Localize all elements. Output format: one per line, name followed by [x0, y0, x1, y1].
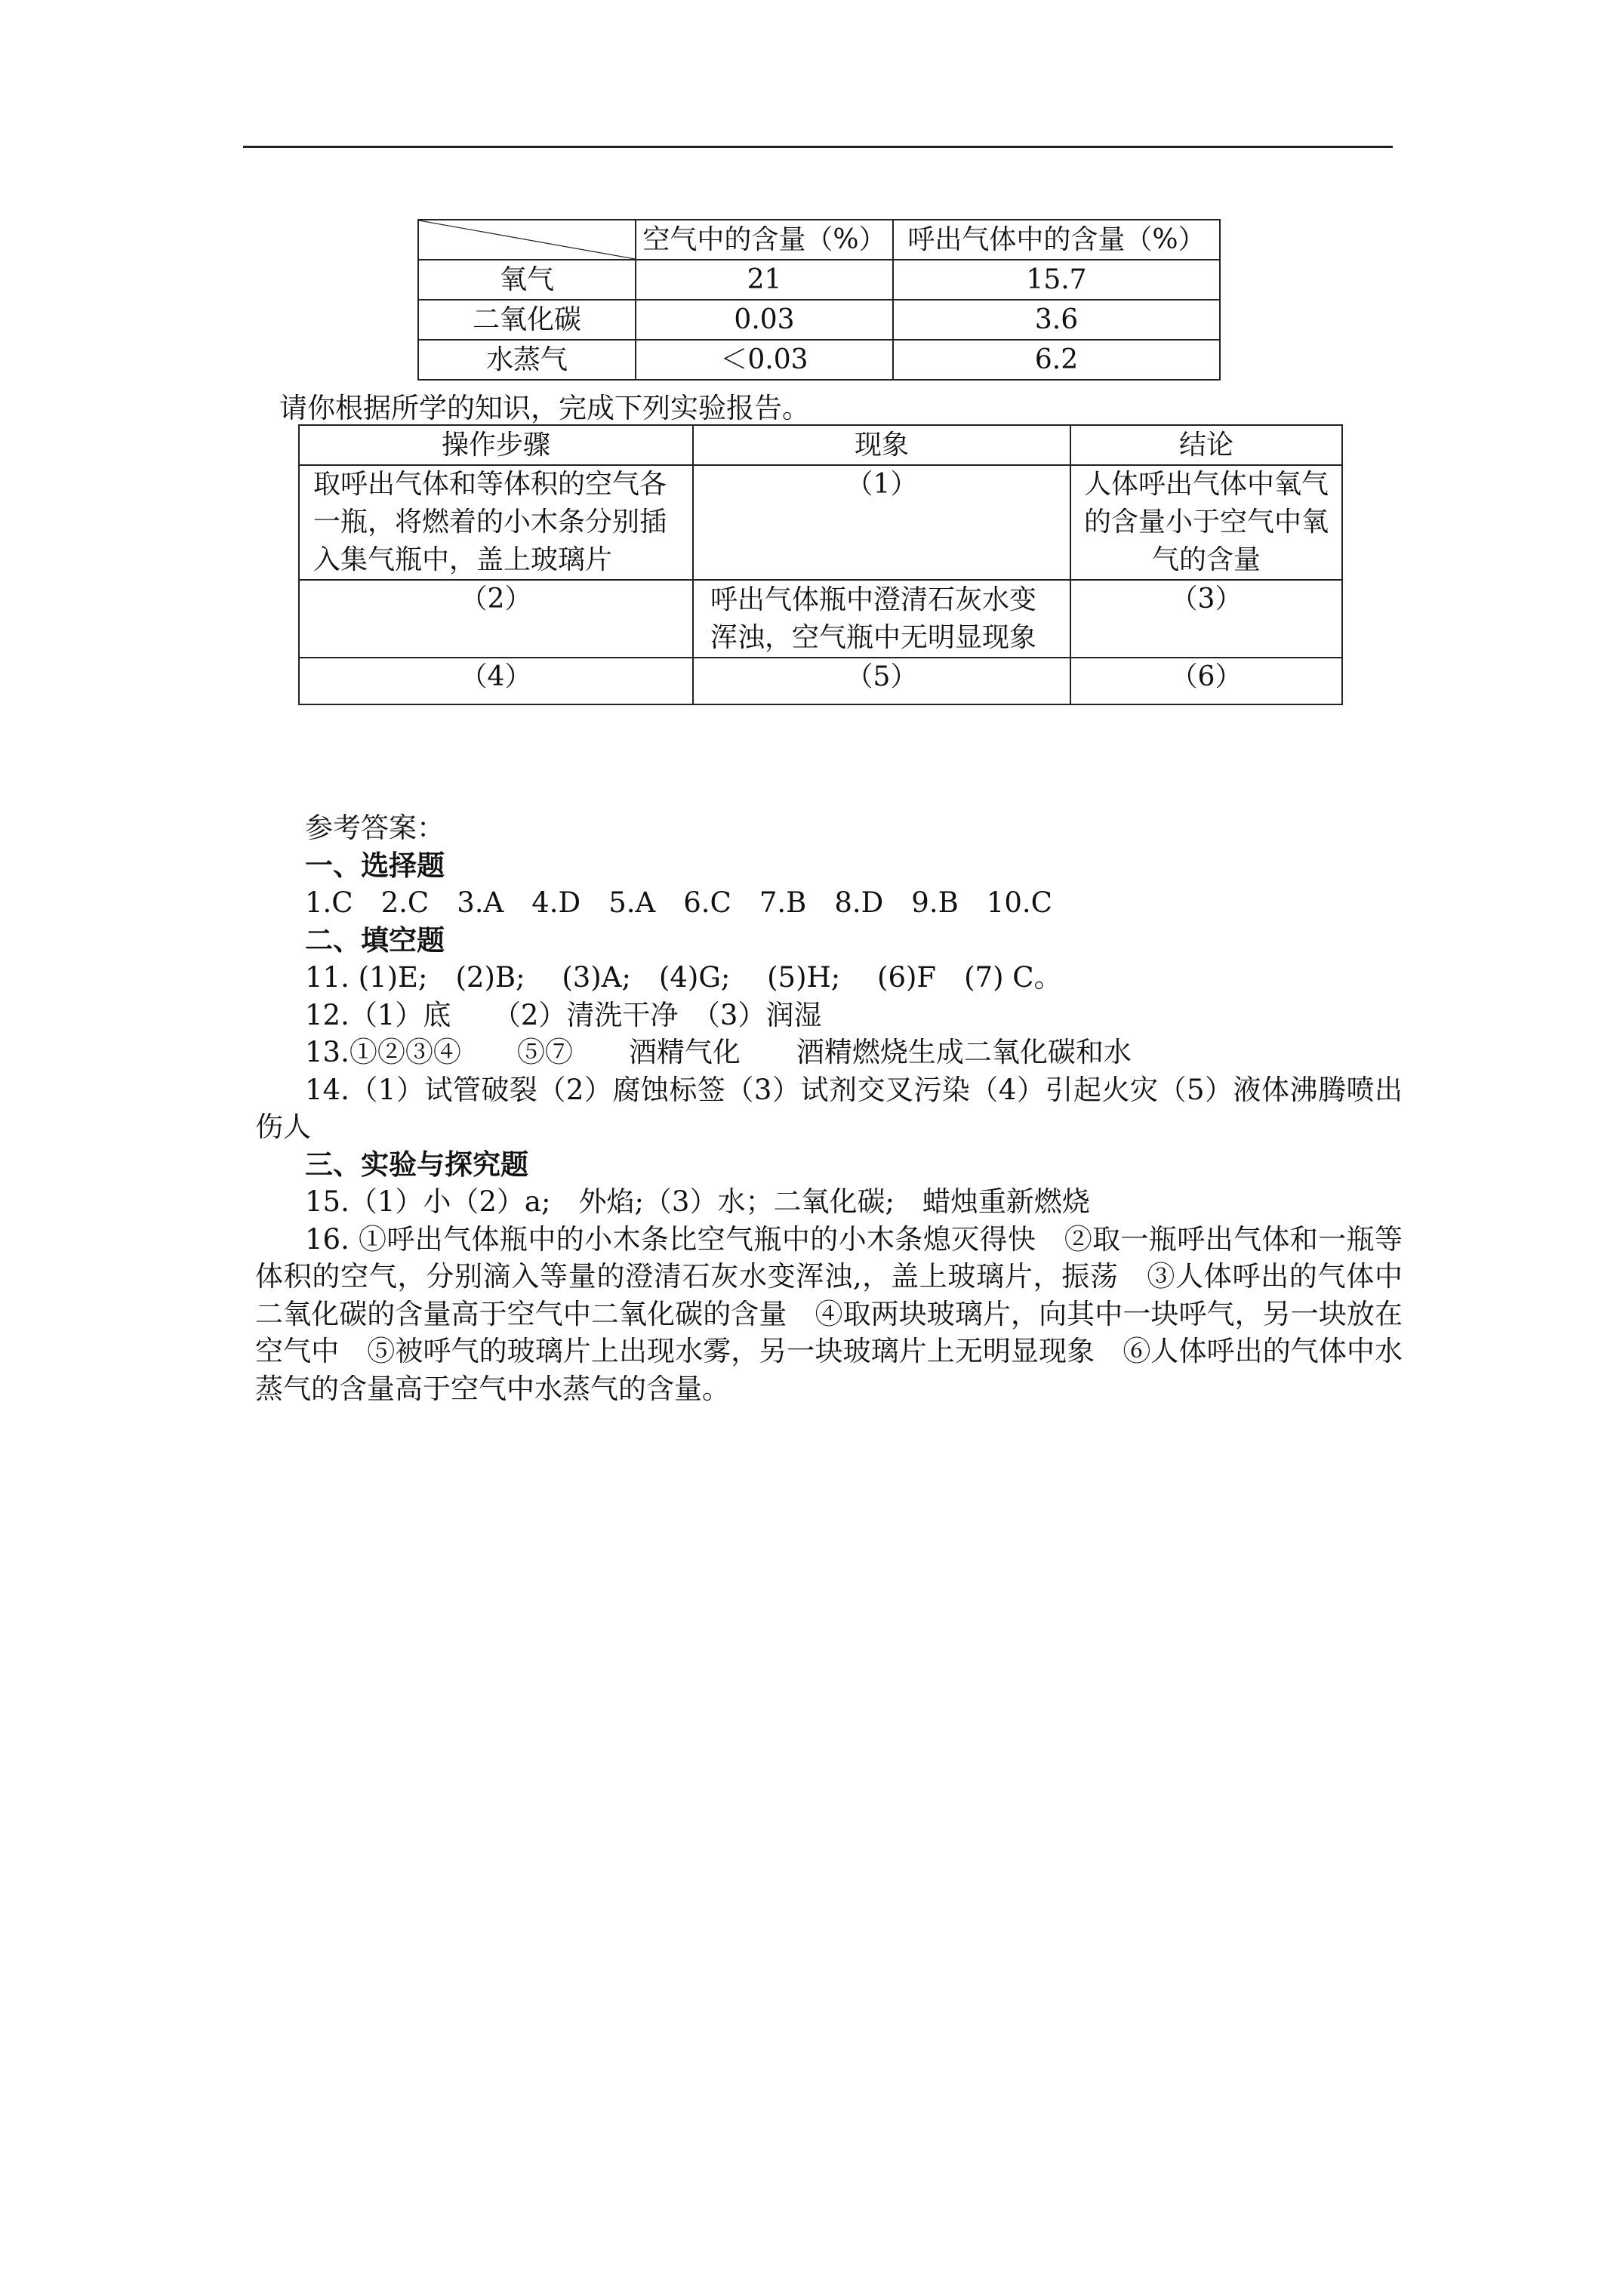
phenomenon-cell: （5）	[693, 658, 1070, 704]
section-title: 二、填空题	[305, 923, 445, 957]
diagonal-header-cell	[418, 220, 636, 260]
table-row	[418, 220, 1220, 260]
header-rule	[243, 146, 1393, 148]
step-cell: （2）	[299, 580, 693, 658]
table-row	[299, 465, 1342, 580]
section-title: 一、选择题	[305, 848, 445, 882]
air-value: ＜0.03	[636, 340, 893, 380]
experiment-report-table	[298, 424, 1343, 705]
step-cell: 取呼出气体和等体积的空气各一瓶，将燃着的小木条分别插入集气瓶中，盖上玻璃片	[299, 465, 693, 580]
column-header: 现象	[693, 425, 1070, 465]
conclusion-cell: （3）	[1070, 580, 1342, 658]
phenomenon-cell: （1）	[693, 465, 1070, 580]
air-value: 21	[636, 260, 893, 300]
diagonal-line	[419, 220, 635, 259]
table-row	[299, 580, 1342, 658]
answers-title: 参考答案：	[305, 812, 445, 844]
phenomenon-cell: 呼出气体瓶中澄清石灰水变浑浊，空气瓶中无明显现象	[693, 580, 1070, 658]
gas-name: 二氧化碳	[418, 300, 636, 340]
answer-line: 13.①②③④ ⑤⑦ 酒精气化 酒精燃烧生成二氧化碳和水	[305, 1036, 1132, 1068]
column-header: 操作步骤	[299, 425, 693, 465]
table-row	[418, 340, 1220, 380]
gas-content-table	[417, 219, 1221, 381]
exhaled-value: 3.6	[893, 300, 1220, 340]
answer-line: 15.（1）小（2）a; 外焰;（3）水；二氧化碳; 蜡烛重新燃烧	[305, 1185, 1090, 1218]
exhaled-value: 15.7	[893, 260, 1220, 300]
answer-line: 16. ①呼出气体瓶中的小木条比空气瓶中的小木条熄灭得快 ②取一瓶呼出气体和一瓶等体积的空气，分别滴入等量的澄清石灰水变浑浊,，盖上玻璃片，振荡 ③人体呼出的气体中二氧化碳的含量高于空气中二氧化碳的含量 ④取两块玻璃片，向其中一块呼气，另一块放在空气中 ⑤被呼气的玻璃片上出现水雾，另一块玻璃片上无明显现象 ⑥人体呼出的气体中水蒸气的含量高于空气中水蒸气的含量。	[255, 1222, 1403, 1405]
column-header: 结论	[1070, 425, 1342, 465]
column-header: 呼出气体中的含量（%）	[893, 220, 1220, 260]
air-value: 0.03	[636, 300, 893, 340]
section-title: 三、实验与探究题	[305, 1147, 528, 1181]
table-row	[299, 425, 1342, 465]
table-row	[299, 658, 1342, 704]
gas-name: 氧气	[418, 260, 636, 300]
answer-line: 1.C 2.C 3.A 4.D 5.A 6.C 7.B 8.D 9.B 10.C	[305, 886, 1052, 919]
step-cell: （4）	[299, 658, 693, 704]
exhaled-value: 6.2	[893, 340, 1220, 380]
conclusion-cell: 人体呼出气体中氧气的含量小于空气中氧气的含量	[1070, 465, 1342, 580]
answer-line: 12.（1）底 （2）清洗干净 （3）润湿	[305, 998, 822, 1031]
answer-line: 14.（1）试管破裂（2）腐蚀标签（3）试剂交叉污染（4）引起火灾（5）液体沸腾喷出伤人	[255, 1073, 1403, 1143]
conclusion-cell: （6）	[1070, 658, 1342, 704]
answer-line: 11. (1)E; (2)B; (3)A; (4)G; (5)H; (6)F (7) C。	[305, 961, 1062, 994]
report-intro: 请你根据所学的知识，完成下列实验报告。	[279, 392, 810, 424]
gas-name: 水蒸气	[418, 340, 636, 380]
table-row	[418, 260, 1220, 300]
table-row	[418, 300, 1220, 340]
column-header: 空气中的含量（%）	[636, 220, 893, 260]
reference-answers	[255, 809, 1403, 1407]
